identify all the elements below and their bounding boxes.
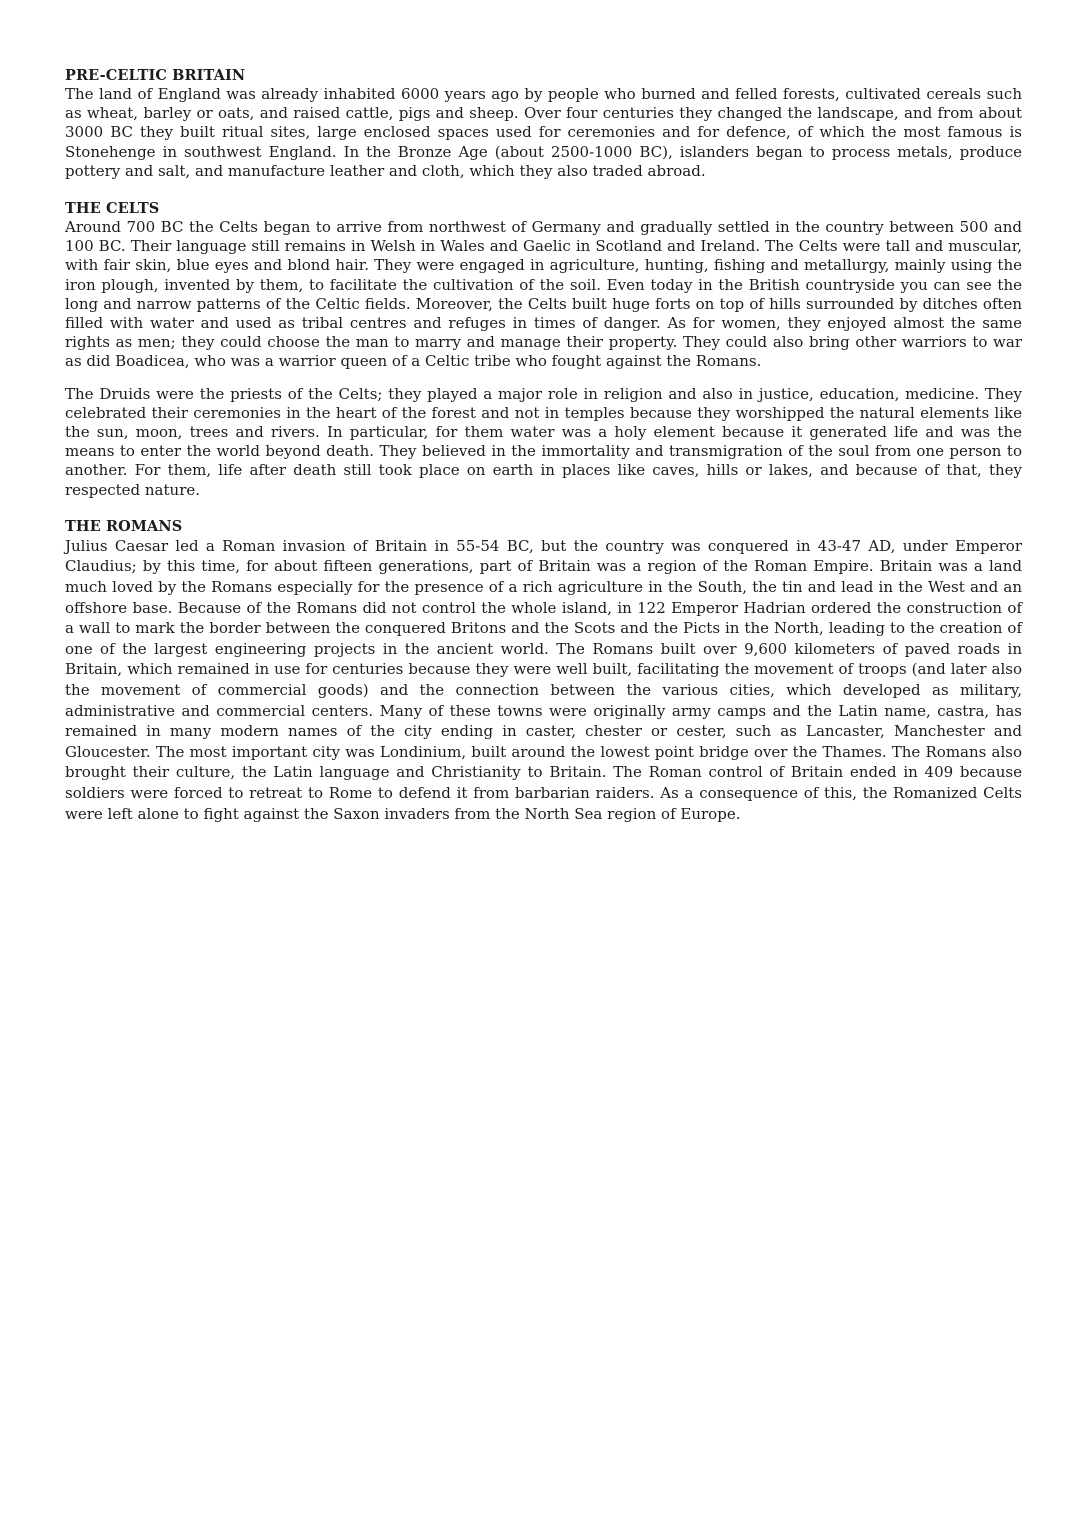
section-heading-the-romans: THE ROMANS [65,517,183,535]
section-the-celts [65,199,1022,372]
paragraph-the-druids: The Druids were the priests of the Celts; they played a major role in religion and also in justice, education, medicine. They celebrated their ceremonies in the heart of the forest and not in temples because they worshipped the natural elements like the sun, moon, trees and rivers. In particular, for them water was a holy element because it generated life and was the means to enter the world beyond death. They believed in the immortality and transmigration of the soul from one person to another. For them, life after death still took place on earth in places like caves, hills or lakes, and because of that, they respected nature. [65,384,1022,499]
section-heading-pre-celtic-britain: PRE-CELTIC BRITAIN [65,67,246,84]
paragraph-the-romans: Julius Caesar led a Roman invasion of Britain in 55-54 BC, but the country was conquered in 43-47 AD, under Emperor Claudius; by this time, for about fifteen generations, part of Britain was a region of the Roman Empire. Britain was a land much loved by the Romans especially for the presence of a rich agriculture in the South, the tin and lead in the West and an offshore base. Because of the Romans did not control the whole island, in 122 Emperor Hadrian ordered the construction of a wall to mark the border between the conquered Britons and the Scots and the Picts in the North, leading to the creation of one of the largest engineering projects in the ancient world. The Romans built over 9,600 kilometers of paved roads in Britain, which remained in use for centuries because they were well built, facilitating the movement of troops (and later also the movement of commercial goods) and the connection between the various cities, which developed as military, administrative and commercial centers. Many of these towns were originally army camps and the Latin name, castra, has remained in many modern names of the city ending in caster, chester or cester, such as Lancaster, Manchester and Gloucester. The most important city was Londinium, built around the lowest point bridge over the Thames. The Romans also brought their culture, the Latin language and Christianity to Britain. The Roman control of Britain ended in 409 because soldiers were forced to retreat to Rome to defend it from barbarian raiders. As a consequence of this, the Romanized Celts were left alone to fight against the Saxon invaders from the North Sea region of Europe. [65,536,1022,823]
section-heading-the-celts: THE CELTS [65,200,160,218]
document-page [65,66,1022,824]
paragraph-the-celts: Around 700 BC the Celts began to arrive from northwest of Germany and gradually settled in the country between 500 and 100 BC. Their language still remains in Welsh in Wales and Gaelic in Scotland and Ireland. The Celts were tall and muscular, with fair skin, blue eyes and blond hair. They were engaged in agriculture, hunting, fishing and metallurgy, mainly using the iron plough, invented by them, to facilitate the cultivation of the soil. Even today in the British countryside you can see the long and narrow patterns of the Celtic fields. Moreover, the Celts built huge forts on top of hills surrounded by ditches often filled with water and used as tribal centres and refuges in times of danger. As for women, they enjoyed almost the same rights as men; they could choose the man to marry and manage their property. They could also bring other warriors to war as did Boadicea, who was a warrior queen of a Celtic tribe who fought against the Romans. [65,218,1022,371]
section-pre-celtic-britain [65,66,1022,181]
paragraph-pre-celtic-britain: The land of England was already inhabited 6000 years ago by people who burned and felled forests, cultivated cereals such as wheat, barley or oats, and raised cattle, pigs and sheep. Over four centuries they changed the landscape, and from about 3000 BC they built ritual sites, large enclosed spaces used for ceremonies and for defence, of which the most famous is Stonehenge in southwest England. In the Bronze Age (about 2500-1000 BC), islanders began to process metals, produce pottery and salt, and manufacture leather and cloth, which they also traded abroad. [65,85,1022,180]
section-the-druids [65,385,1022,500]
section-the-romans [65,517,1022,824]
